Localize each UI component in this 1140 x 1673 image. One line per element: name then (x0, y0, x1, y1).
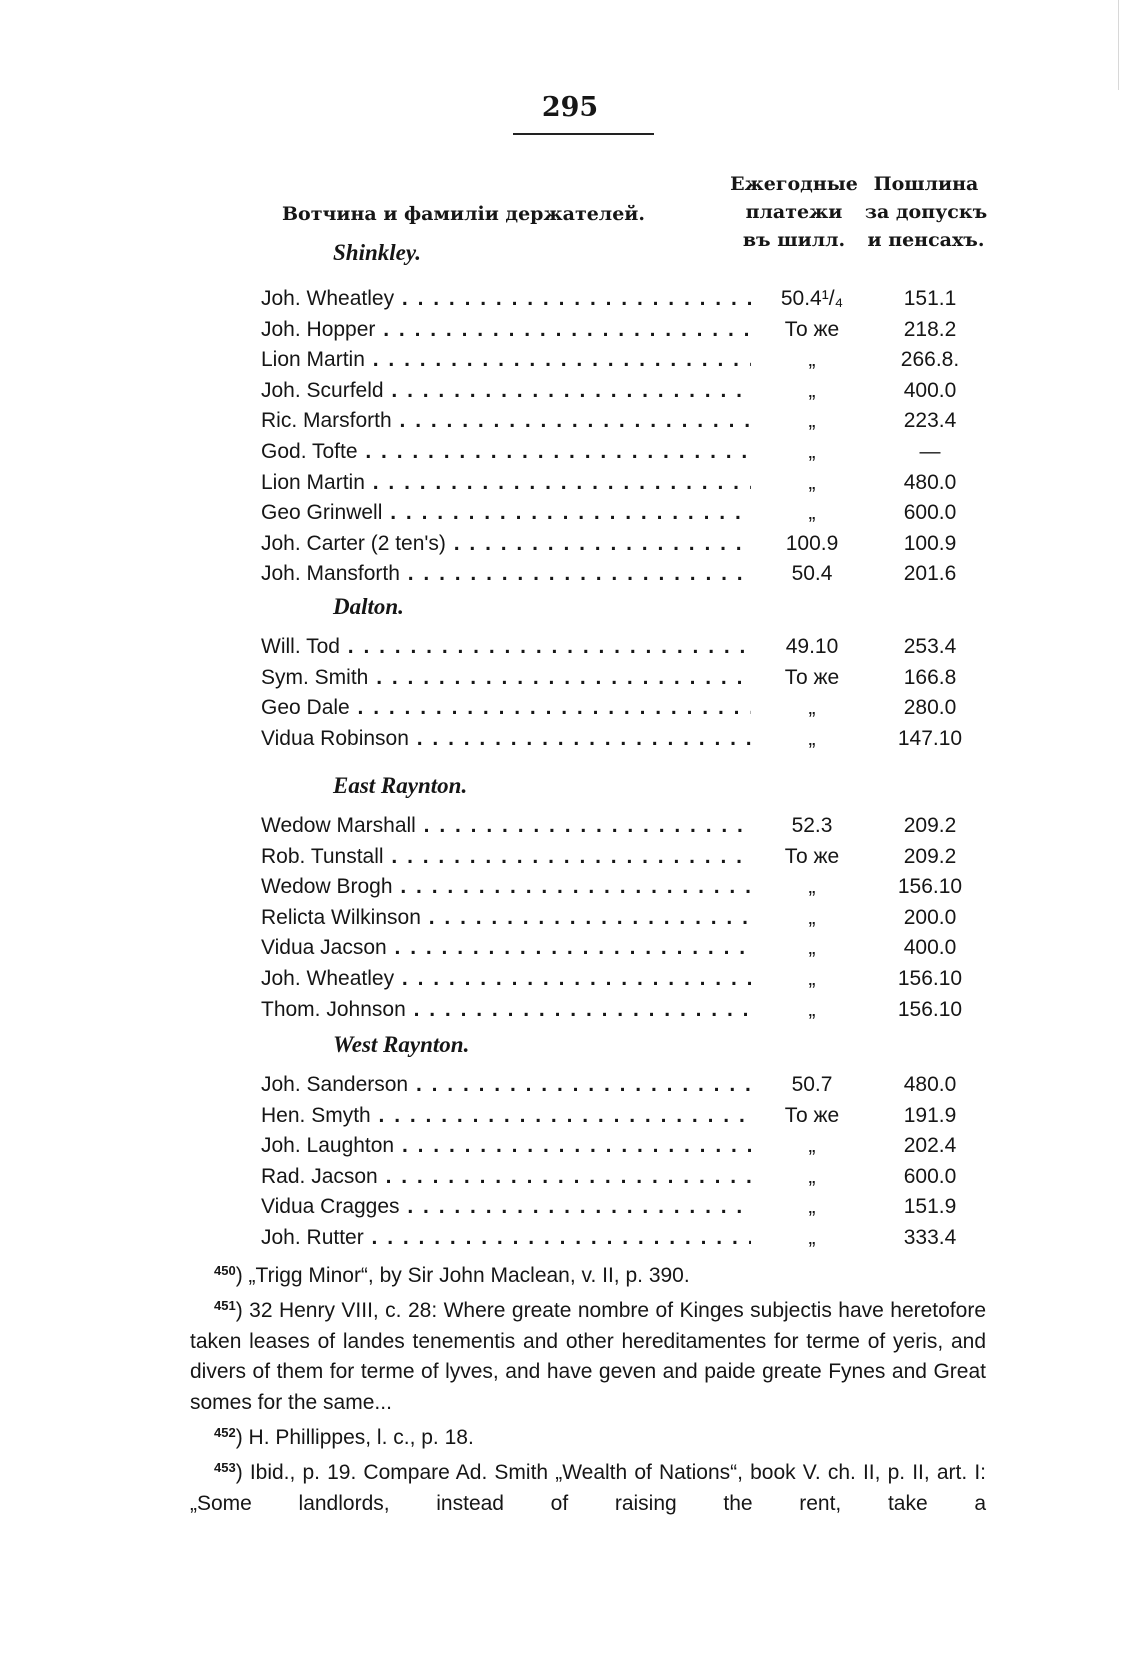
holder-name: Lion Martin . . . (261, 469, 751, 497)
estate-column-header: Вотчина и фамилiи держателей. (282, 203, 645, 225)
entry-fine: 280.0 (903, 696, 957, 719)
annual-payment: „ (808, 1195, 816, 1218)
table-row (0, 499, 1140, 527)
holder-name: Wedow Marshall . . . (261, 812, 751, 840)
holder-name: Joh. Wheatley . . . (261, 965, 751, 993)
annual-payment: „ (808, 727, 816, 750)
table-row (0, 407, 1140, 435)
holder-name: God. Tofte . . . (261, 438, 751, 466)
footnote-text: ) 32 Henry VIII, c. 28: Where greate nombre of Kinges subjectis have heretofore taken leases of landes tenementis and other hereditamentes for terme of yeris, and divers of them for terme of lyves, and have geven and paide greate Fynes and Great somes for the same... (190, 1299, 986, 1414)
footnote-mark: 453 (214, 1460, 236, 1476)
fines-column-header (864, 170, 988, 254)
holder-name: Joh. Mansforth . . . (261, 560, 751, 588)
table-row (0, 843, 1140, 871)
entry-fine: 100.9 (903, 532, 957, 555)
entry-fine: 151.9 (903, 1195, 957, 1218)
entry-fine: 156.10 (897, 967, 963, 990)
footnote (190, 1418, 986, 1453)
footnote-mark: 451 (214, 1298, 236, 1314)
entry-fine: 156.10 (897, 998, 963, 1021)
table-row (0, 346, 1140, 374)
table-row (0, 1163, 1140, 1191)
page-number: 295 (541, 92, 599, 123)
entry-fine: 253.4 (903, 635, 957, 658)
table-row (0, 633, 1140, 661)
holder-name: Joh. Scurfeld . . . (261, 377, 751, 405)
footnote-mark: 450 (214, 1263, 236, 1278)
holder-name: Joh. Wheatley . . . (261, 285, 751, 313)
table-row (0, 664, 1140, 692)
holder-name: Vidua Robinson . . . (261, 725, 751, 753)
holder-name: Vidua Cragges . . . (261, 1193, 751, 1221)
holder-name: Sym. Smith . . . (261, 664, 751, 692)
payments-column-header (718, 170, 870, 254)
table-row (0, 904, 1140, 932)
entry-fine: 202.4 (903, 1134, 957, 1157)
entry-fine: 600.0 (903, 1165, 957, 1188)
entry-fine: 166.8 (903, 666, 957, 689)
table-row (0, 1102, 1140, 1130)
entry-fine: 147.10 (897, 727, 963, 750)
entry-fine: 480.0 (903, 471, 957, 494)
table-row (0, 873, 1140, 901)
entry-fine: 266.8. (900, 348, 960, 371)
footnote-text: ) „Trigg Minor“, by Sir John Maclean, v. II, p. 390. (235, 1264, 690, 1287)
annual-payment: „ (808, 875, 816, 898)
payments-header-line: платежи (745, 201, 843, 223)
section-title: Dalton. (333, 594, 404, 619)
holder-name: Rad. Jacson . . . (261, 1163, 751, 1191)
section-title: West Raynton. (333, 1032, 470, 1057)
annual-payment: „ (808, 1134, 816, 1157)
holder-name: Joh. Carter (2 ten's) . . . (261, 530, 751, 558)
annual-payment: „ (808, 440, 816, 463)
annual-payment: „ (808, 998, 816, 1021)
table-row (0, 965, 1140, 993)
fines-header-line: и пенсахъ. (867, 229, 985, 251)
entry-fine: 156.10 (897, 875, 963, 898)
annual-payment: То же (784, 1104, 840, 1127)
footnote (190, 1291, 986, 1418)
holder-name: Will. Tod . . . (261, 633, 751, 661)
entry-fine: 333.4 (903, 1226, 957, 1249)
annual-payment: То же (784, 318, 840, 341)
table-row (0, 934, 1140, 962)
footnote-mark: 452 (214, 1425, 236, 1441)
table-row (0, 1224, 1140, 1252)
annual-payment: „ (808, 936, 816, 959)
annual-payment: „ (808, 348, 816, 371)
holder-name: Joh. Rutter . . . (261, 1224, 751, 1252)
holder-name: Joh. Sanderson . . . (261, 1071, 751, 1099)
annual-payment: 52.3 (791, 814, 833, 837)
table-row (0, 1193, 1140, 1221)
table-row (0, 560, 1140, 588)
annual-payment: „ (808, 379, 816, 402)
entry-fine: 400.0 (903, 379, 957, 402)
table-row (0, 469, 1140, 497)
table-row (0, 438, 1140, 466)
fines-header-line: Пошлина (873, 173, 979, 195)
footnote-text: ) H. Phillippes, l. c., p. 18. (235, 1426, 474, 1450)
payments-header-line: Ежегодные (730, 173, 858, 195)
entry-fine: 200.0 (903, 906, 957, 929)
holder-name: Wedow Brogh . . . (261, 873, 751, 901)
annual-payment: 50.4¹/₄ (780, 287, 844, 310)
holder-name: Geo Grinwell . . . (261, 499, 751, 527)
holder-name: Vidua Jacson . . . (261, 934, 751, 962)
entry-fine: 209.2 (903, 814, 957, 837)
entry-fine: 191.9 (903, 1104, 957, 1127)
table-row (0, 812, 1140, 840)
holder-name: Lion Martin . . . (261, 346, 751, 374)
holder-name: Joh. Laughton . . . (261, 1132, 751, 1160)
payments-header-line: въ шилл. (742, 229, 846, 251)
annual-payment: То же (784, 666, 840, 689)
annual-payment: „ (808, 696, 816, 719)
annual-payment: То же (784, 845, 840, 868)
entry-fine: 480.0 (903, 1073, 957, 1096)
entry-fine: — (919, 440, 941, 463)
holder-name: Ric. Marsforth . . . (261, 407, 751, 435)
section-title: East Raynton. (333, 773, 468, 798)
table-row (0, 725, 1140, 753)
entry-fine: 600.0 (903, 501, 957, 524)
annual-payment: „ (808, 906, 816, 929)
annual-payment: „ (808, 501, 816, 524)
annual-payment: 49.10 (785, 635, 839, 658)
footnote (190, 1256, 986, 1291)
holder-name: Hen. Smyth . . . (261, 1102, 751, 1130)
entry-fine: 218.2 (903, 318, 957, 341)
footnote-text: ) Ibid., p. 19. Compare Ad. Smith „Wealth of Nations“, book V. ch. II, p. II, art. I: „Some landlords, instead of raising the rent, take a (190, 1461, 986, 1515)
holder-name: Joh. Hopper . . . (261, 316, 751, 344)
scan-edge-line (1118, 0, 1119, 90)
page-number-rule (513, 133, 654, 135)
entry-fine: 209.2 (903, 845, 957, 868)
footnotes (190, 1256, 986, 1519)
holder-name: Rob. Tunstall . . . (261, 843, 751, 871)
table-row (0, 377, 1140, 405)
footnote (190, 1453, 986, 1519)
annual-payment: 50.4 (791, 562, 833, 585)
fines-header-line: за допускъ (864, 201, 988, 223)
entry-fine: 223.4 (903, 409, 957, 432)
table-row (0, 316, 1140, 344)
section-title: Shinkley. (333, 240, 421, 265)
holder-name: Relicta Wilkinson . . . (261, 904, 751, 932)
table-row (0, 1071, 1140, 1099)
holder-name: Thom. Johnson . . . (261, 996, 751, 1024)
entry-fine: 151.1 (903, 287, 957, 310)
table-row (0, 1132, 1140, 1160)
annual-payment: 50.7 (791, 1073, 833, 1096)
annual-payment: „ (808, 409, 816, 432)
table-row (0, 285, 1140, 313)
table-row (0, 996, 1140, 1024)
table-row (0, 530, 1140, 558)
annual-payment: 100.9 (785, 532, 839, 555)
annual-payment: „ (808, 1226, 816, 1249)
holder-name: Geo Dale . . . (261, 694, 751, 722)
entry-fine: 400.0 (903, 936, 957, 959)
entry-fine: 201.6 (903, 562, 957, 585)
annual-payment: „ (808, 1165, 816, 1188)
table-row (0, 694, 1140, 722)
annual-payment: „ (808, 967, 816, 990)
annual-payment: „ (808, 471, 816, 494)
